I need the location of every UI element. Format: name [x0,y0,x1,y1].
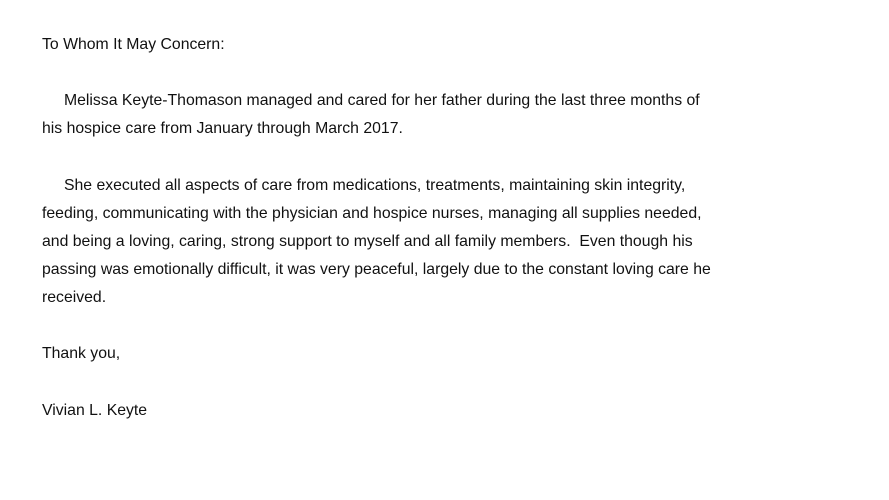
paragraph-2-line-3: and being a loving, caring, strong support to myself and all family members. Even though his [42,233,693,250]
paragraph-1-line-2: his hospice care from January through March 2017. [42,120,403,137]
paragraph-2-line-4: passing was emotionally difficult, it was very peaceful, largely due to the constant loving care he [42,261,711,278]
paragraph-2-line-1: She executed all aspects of care from medications, treatments, maintaining skin integrity, [42,177,686,194]
paragraph-2-line-2: feeding, communicating with the physician and hospice nurses, managing all supplies needed, [42,205,702,222]
closing: Thank you, [42,345,121,362]
signature: Vivian L. Keyte [42,402,148,419]
paragraph-2-line-5: received. [42,289,107,306]
paragraph-1-line-1: Melissa Keyte-Thomason managed and cared for her father during the last three months of [42,92,700,109]
salutation: To Whom It May Concern: [42,36,225,53]
